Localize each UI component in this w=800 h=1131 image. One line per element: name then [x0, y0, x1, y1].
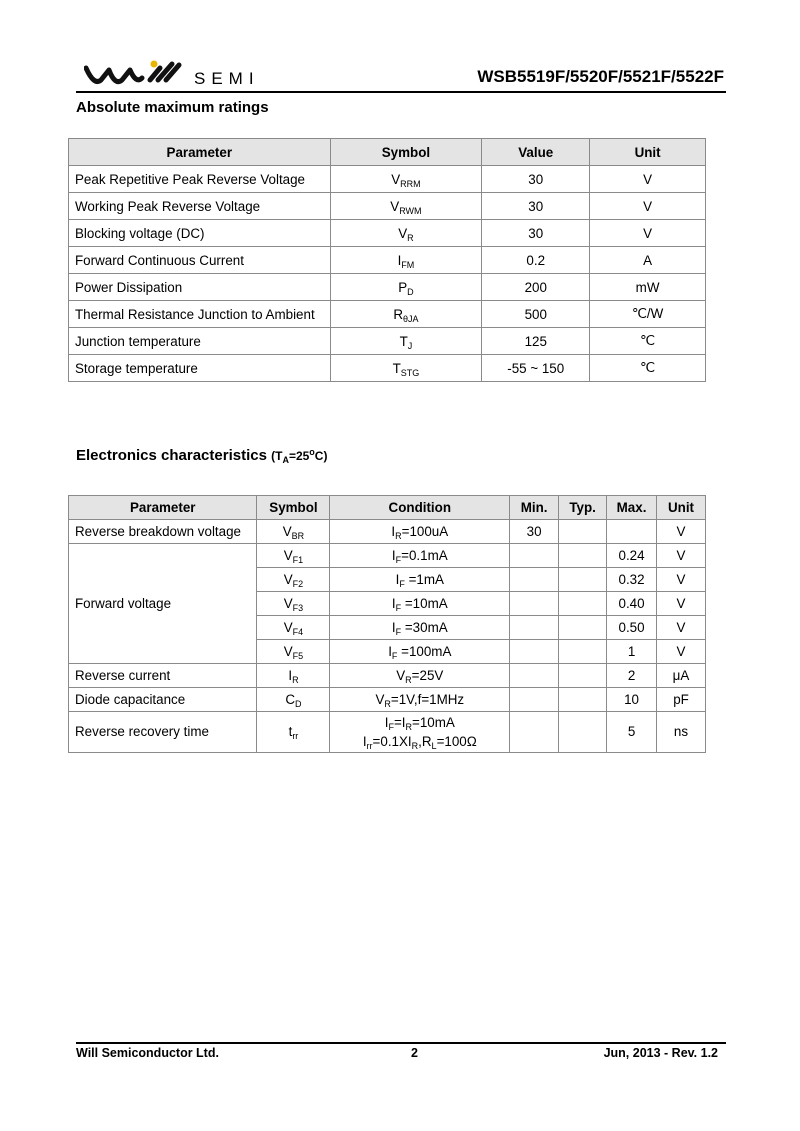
min-cell [510, 544, 559, 568]
symbol-cell: $P_D$ [330, 274, 482, 301]
table-row [69, 193, 706, 220]
symbol-cell: $T_{STG}$ [330, 355, 482, 382]
table-row [69, 274, 706, 301]
table-row [69, 664, 706, 688]
col-header-symbol: Symbol [257, 496, 330, 520]
table-row [69, 166, 706, 193]
unit-cell: V [590, 166, 706, 193]
unit-cell: V [657, 640, 706, 664]
table-row [69, 247, 706, 274]
param-cell: Thermal Resistance Junction to Ambient [69, 301, 331, 328]
table-row [69, 544, 706, 568]
min-cell: 30 [510, 520, 559, 544]
min-cell [510, 592, 559, 616]
col-header-value: Value [482, 139, 590, 166]
condition-line-1: $I_F=I_R=10mA$ [384, 714, 455, 732]
condition-cell: $I_R=100uA$ [330, 520, 510, 544]
param-cell: Reverse recovery time [69, 712, 257, 753]
table-header-row [69, 139, 706, 166]
max-cell: 10 [607, 688, 657, 712]
unit-cell: ns [657, 712, 706, 753]
typ-cell [559, 664, 607, 688]
col-header-condition: Condition [330, 496, 510, 520]
condition-cell: $I_F =10mA$ [330, 592, 510, 616]
table-row [69, 328, 706, 355]
symbol-cell: $V_{RWM}$ [330, 193, 482, 220]
col-header-parameter: Parameter [69, 139, 331, 166]
unit-cell: pF [657, 688, 706, 712]
min-cell [510, 616, 559, 640]
condition-cell: $I_F =30mA$ [330, 616, 510, 640]
min-cell [510, 640, 559, 664]
page-number: 2 [411, 1046, 418, 1060]
param-cell: Power Dissipation [69, 274, 331, 301]
unit-cell: A [590, 247, 706, 274]
col-header-parameter: Parameter [69, 496, 257, 520]
param-cell: Peak Repetitive Peak Reverse Voltage [69, 166, 331, 193]
unit-cell: V [590, 220, 706, 247]
unit-cell: V [657, 520, 706, 544]
param-cell: Reverse current [69, 664, 257, 688]
footer-divider [76, 1042, 726, 1044]
typ-cell [559, 544, 607, 568]
value-cell: 500 [482, 301, 590, 328]
min-cell [510, 712, 559, 753]
condition-cell: $I_F=0.1mA$ [330, 544, 510, 568]
unit-cell: V [657, 592, 706, 616]
condition-cell: $V_R=1V,f=1MHz$ [330, 688, 510, 712]
condition-cell [330, 712, 510, 753]
col-header-min: Min. [510, 496, 559, 520]
table-row [69, 355, 706, 382]
abs-max-table [68, 138, 706, 382]
condition-cell: $I_F =100mA$ [330, 640, 510, 664]
unit-cell: ℃/W [590, 301, 706, 328]
col-header-unit: Unit [657, 496, 706, 520]
part-number-title: WSB5519F/5520F/5521F/5522F [477, 67, 724, 86]
table-row [69, 520, 706, 544]
value-cell: 30 [482, 220, 590, 247]
typ-cell [559, 520, 607, 544]
col-header-symbol: Symbol [330, 139, 482, 166]
unit-cell: μA [657, 664, 706, 688]
param-cell: Diode capacitance [69, 688, 257, 712]
value-cell: -55 ~ 150 [482, 355, 590, 382]
min-cell [510, 568, 559, 592]
value-cell: 30 [482, 193, 590, 220]
value-cell: 0.2 [482, 247, 590, 274]
symbol-cell: $I_R$ [257, 664, 330, 688]
unit-cell: V [657, 616, 706, 640]
param-cell: Storage temperature [69, 355, 331, 382]
table-header-row [69, 496, 706, 520]
footer-revision: Jun, 2013 - Rev. 1.2 [603, 1046, 718, 1060]
electrical-title [76, 447, 327, 464]
max-cell: 1 [607, 640, 657, 664]
max-cell: 0.40 [607, 592, 657, 616]
typ-cell [559, 640, 607, 664]
symbol-cell: $V_{F5}$ [257, 640, 330, 664]
max-cell: 2 [607, 664, 657, 688]
param-cell: Working Peak Reverse Voltage [69, 193, 331, 220]
typ-cell [559, 568, 607, 592]
max-cell: 0.32 [607, 568, 657, 592]
unit-cell: V [657, 544, 706, 568]
company-logo [84, 58, 274, 90]
max-cell: 0.24 [607, 544, 657, 568]
typ-cell [559, 616, 607, 640]
condition-line-2: $I_{rr}=0.1XI_R,R_L=100\Omega$ [362, 734, 477, 751]
value-cell: 200 [482, 274, 590, 301]
value-cell: 30 [482, 166, 590, 193]
param-cell: Forward Continuous Current [69, 247, 331, 274]
typ-cell [559, 712, 607, 753]
unit-cell: mW [590, 274, 706, 301]
electrical-title-text: Electronics characteristics [76, 447, 267, 464]
table-row [69, 712, 706, 753]
electrical-table [68, 495, 706, 753]
max-cell: 0.50 [607, 616, 657, 640]
table-row [69, 688, 706, 712]
symbol-cell: $T_J$ [330, 328, 482, 355]
symbol-cell: $C_D$ [257, 688, 330, 712]
unit-cell: V [657, 568, 706, 592]
param-cell: Junction temperature [69, 328, 331, 355]
symbol-cell: $V_{F2}$ [257, 568, 330, 592]
logo-wordmark: SEMI [194, 69, 260, 88]
symbol-cell: $V_{RRM}$ [330, 166, 482, 193]
unit-cell: ℃ [590, 328, 706, 355]
unit-cell: V [590, 193, 706, 220]
symbol-cell: $V_{F4}$ [257, 616, 330, 640]
symbol-cell: $R_{\theta JA}$ [330, 301, 482, 328]
typ-cell [559, 688, 607, 712]
abs-max-title: Absolute maximum ratings [76, 99, 269, 116]
min-cell [510, 688, 559, 712]
symbol-cell: $t_{rr}$ [257, 712, 330, 753]
symbol-cell: $V_{BR}$ [257, 520, 330, 544]
col-header-unit: Unit [590, 139, 706, 166]
condition-cell: $V_R=25V$ [330, 664, 510, 688]
param-cell: Reverse breakdown voltage [69, 520, 257, 544]
symbol-cell: $V_{F3}$ [257, 592, 330, 616]
symbol-cell: $V_{F1}$ [257, 544, 330, 568]
footer-company: Will Semiconductor Ltd. [76, 1046, 219, 1060]
symbol-cell: $I_{FM}$ [330, 247, 482, 274]
max-cell: 5 [607, 712, 657, 753]
col-header-typ: Typ. [559, 496, 607, 520]
max-cell [607, 520, 657, 544]
header-divider [76, 91, 726, 93]
table-row [69, 220, 706, 247]
typ-cell [559, 592, 607, 616]
symbol-cell: $V_R$ [330, 220, 482, 247]
electrical-title-condition: $(T_A=25^oC)$ [271, 447, 328, 465]
condition-cell: $I_F =1mA$ [330, 568, 510, 592]
param-cell: Blocking voltage (DC) [69, 220, 331, 247]
param-cell: Forward voltage [69, 544, 257, 664]
col-header-max: Max. [607, 496, 657, 520]
min-cell [510, 664, 559, 688]
value-cell: 125 [482, 328, 590, 355]
unit-cell: ℃ [590, 355, 706, 382]
table-row [69, 301, 706, 328]
